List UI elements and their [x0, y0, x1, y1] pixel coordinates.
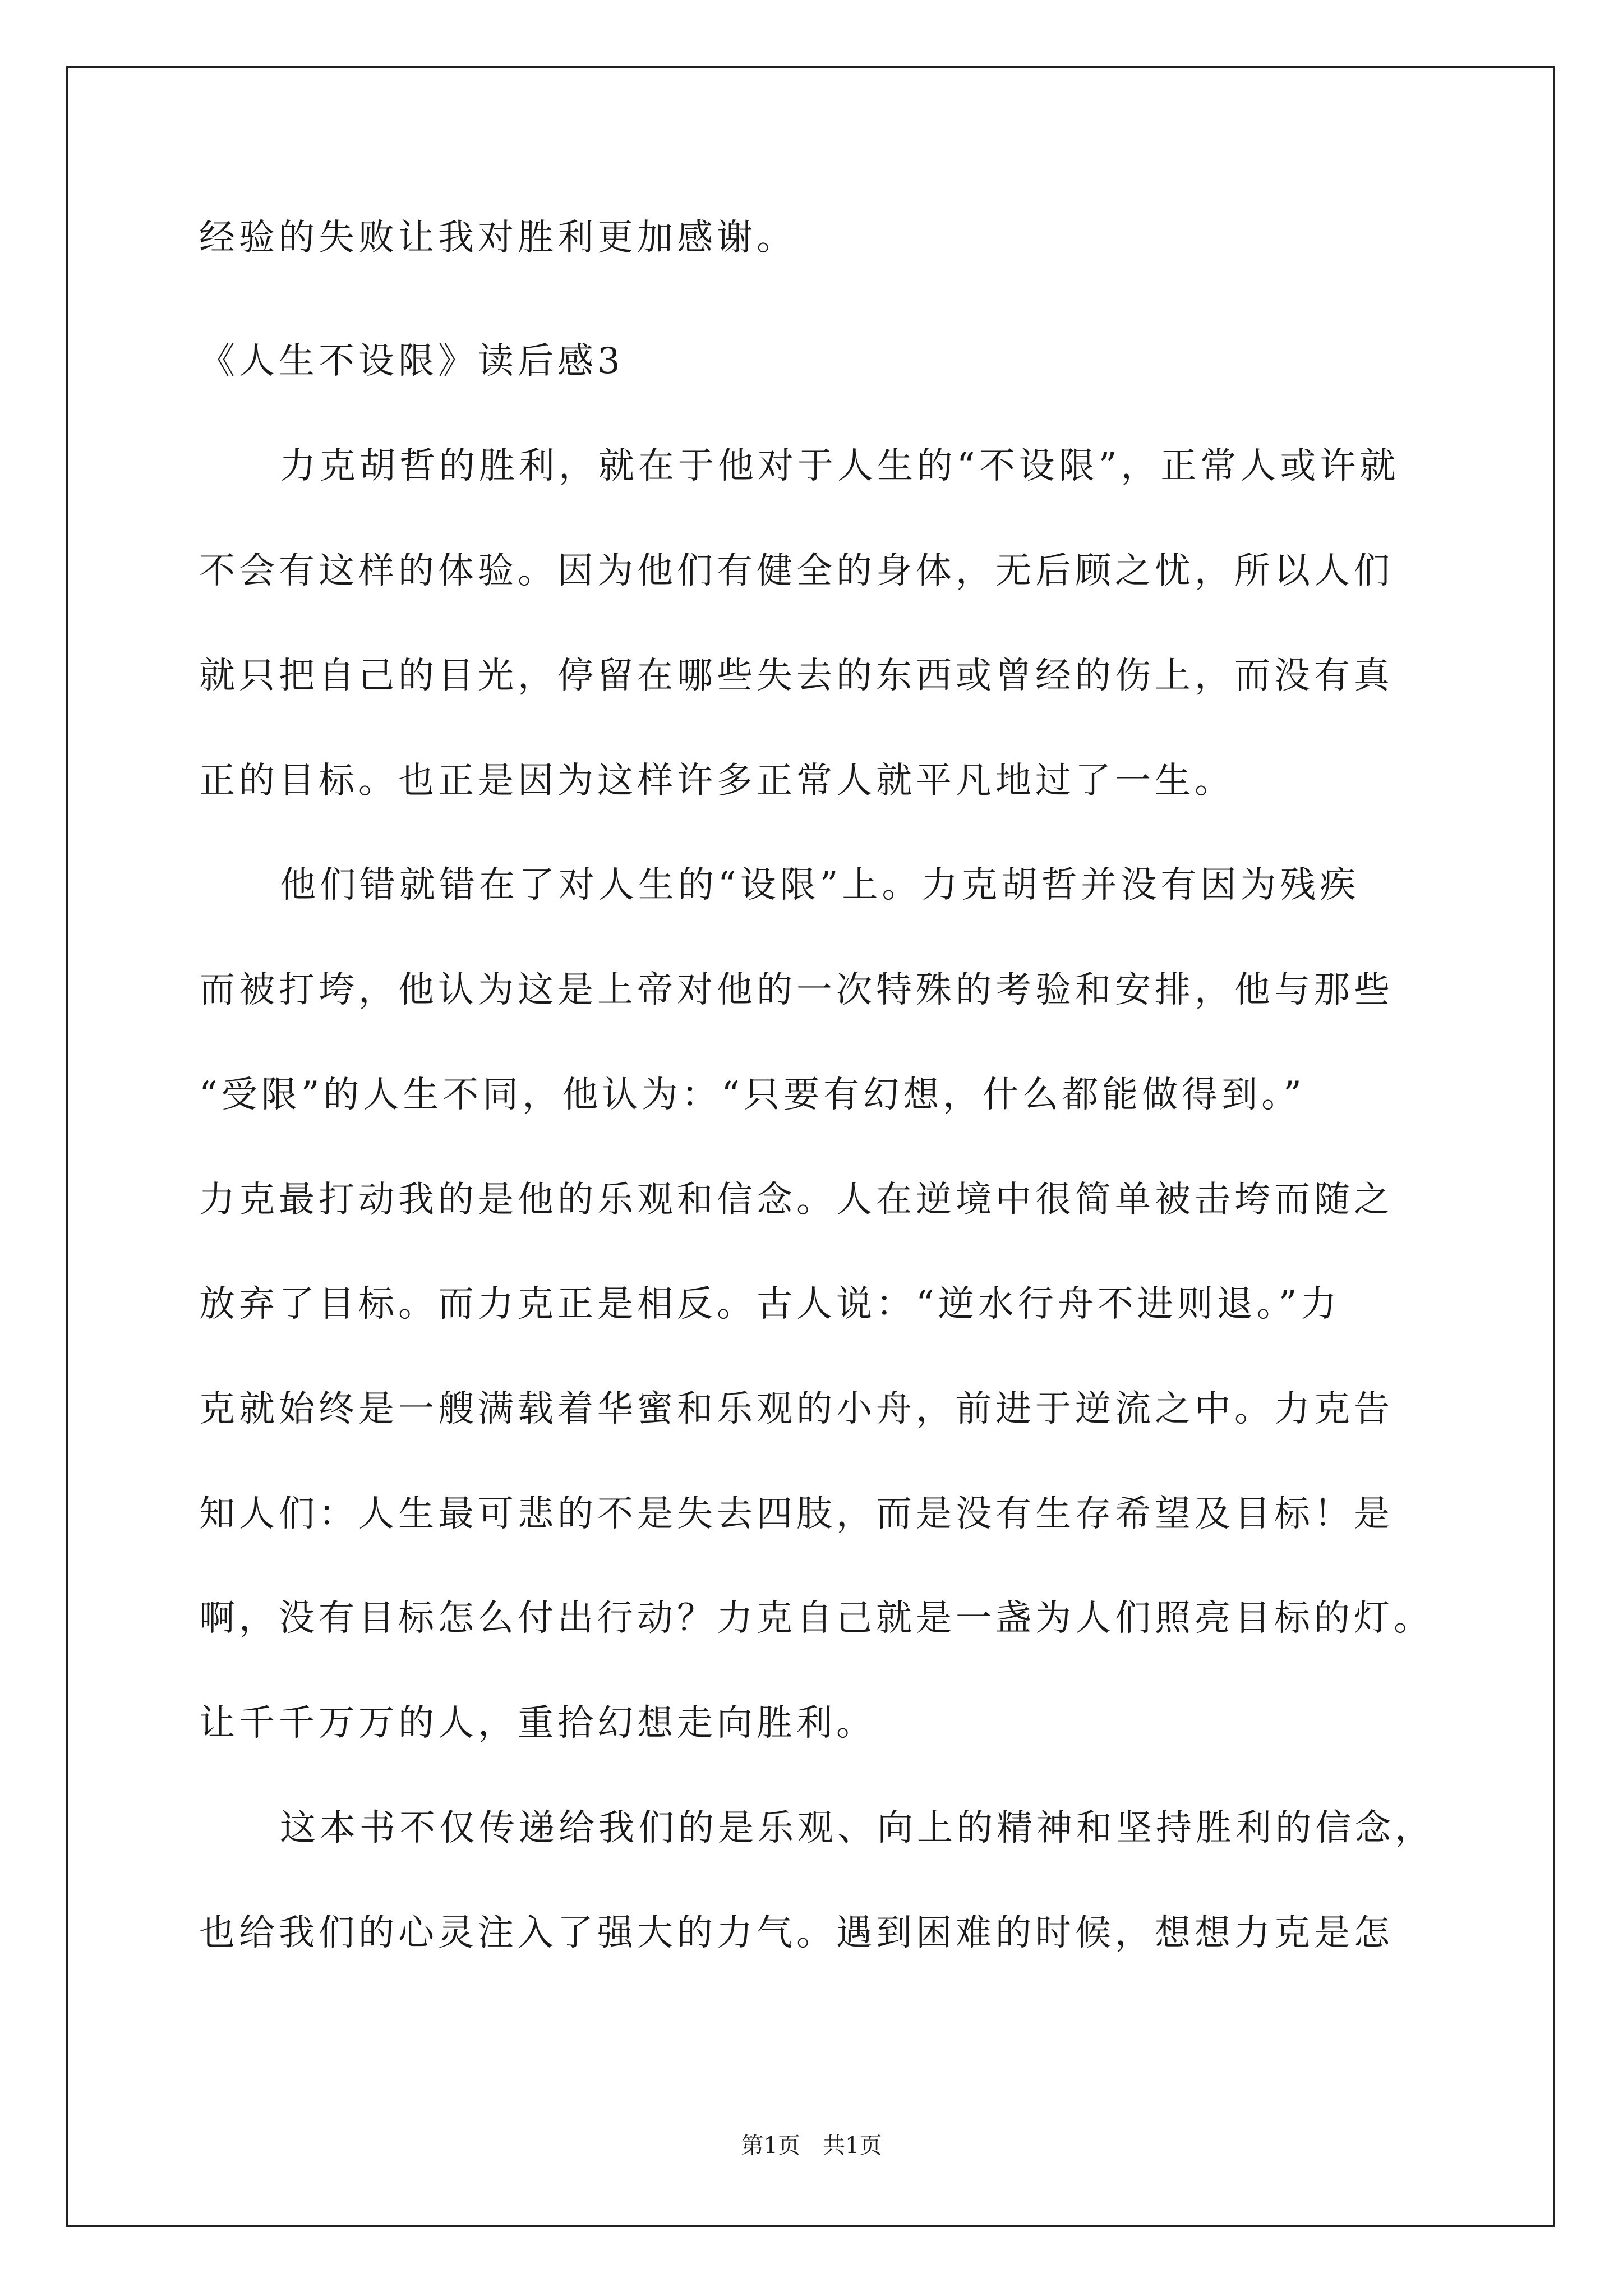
text-line: 啊，没有目标怎么付出行动？力克自己就是一盏为人们照亮目标的灯。: [199, 1598, 1433, 1639]
text-line: 这本书不仅传递给我们的是乐观、向上的精神和坚持胜利的信念，: [280, 1807, 1435, 1849]
text-line: 克就始终是一艘满载着华蜜和乐观的小舟，前进于逆流之中。力克告: [199, 1388, 1394, 1430]
page-footer: [0, 2132, 1623, 2160]
text-line: 就只把自己的目光，停留在哪些失去的东西或曾经的伤上，而没有真: [199, 655, 1394, 697]
text-line: “受限”的人生不同，他认为：“只要有幻想，什么都能做得到。”: [199, 1074, 1306, 1116]
page-total: 共1页: [823, 2133, 882, 2159]
text-line: 而被打垮，他认为这是上帝对他的一次特殊的考验和安排，他与那些: [199, 969, 1394, 1011]
text-line: 放弃了目标。而力克正是相反。古人说：“逆水行舟不进则退。”力: [199, 1283, 1341, 1325]
text-line: 正的目标。也正是因为这样许多正常人就平凡地过了一生。: [199, 760, 1234, 802]
text-line: 也给我们的心灵注入了强大的力气。遇到困难的时候，想想力克是怎: [199, 1912, 1394, 1954]
page-number: 第1页: [741, 2133, 800, 2159]
text-line: 力克胡哲的胜利，就在于他对于人生的“不设限”，正常人或许就: [280, 445, 1400, 487]
text-line: 力克最打动我的是他的乐观和信念。人在逆境中很简单被击垮而随之: [199, 1179, 1394, 1221]
page-border: [66, 66, 1555, 2227]
text-line: 他们错就错在了对人生的“设限”上。力克胡哲并没有因为残疾: [280, 864, 1360, 906]
section-heading: 《人生不设限》读后感3: [199, 341, 624, 382]
text-line: 知人们：人生最可悲的不是失去四肢，而是没有生存希望及目标！是: [199, 1493, 1394, 1535]
text-line: 让千千万万的人，重拾幻想走向胜利。: [199, 1703, 876, 1744]
text-line: 不会有这样的体验。因为他们有健全的身体，无后顾之忧，所以人们: [199, 550, 1394, 592]
text-line: 经验的失败让我对胜利更加感谢。: [199, 217, 796, 259]
